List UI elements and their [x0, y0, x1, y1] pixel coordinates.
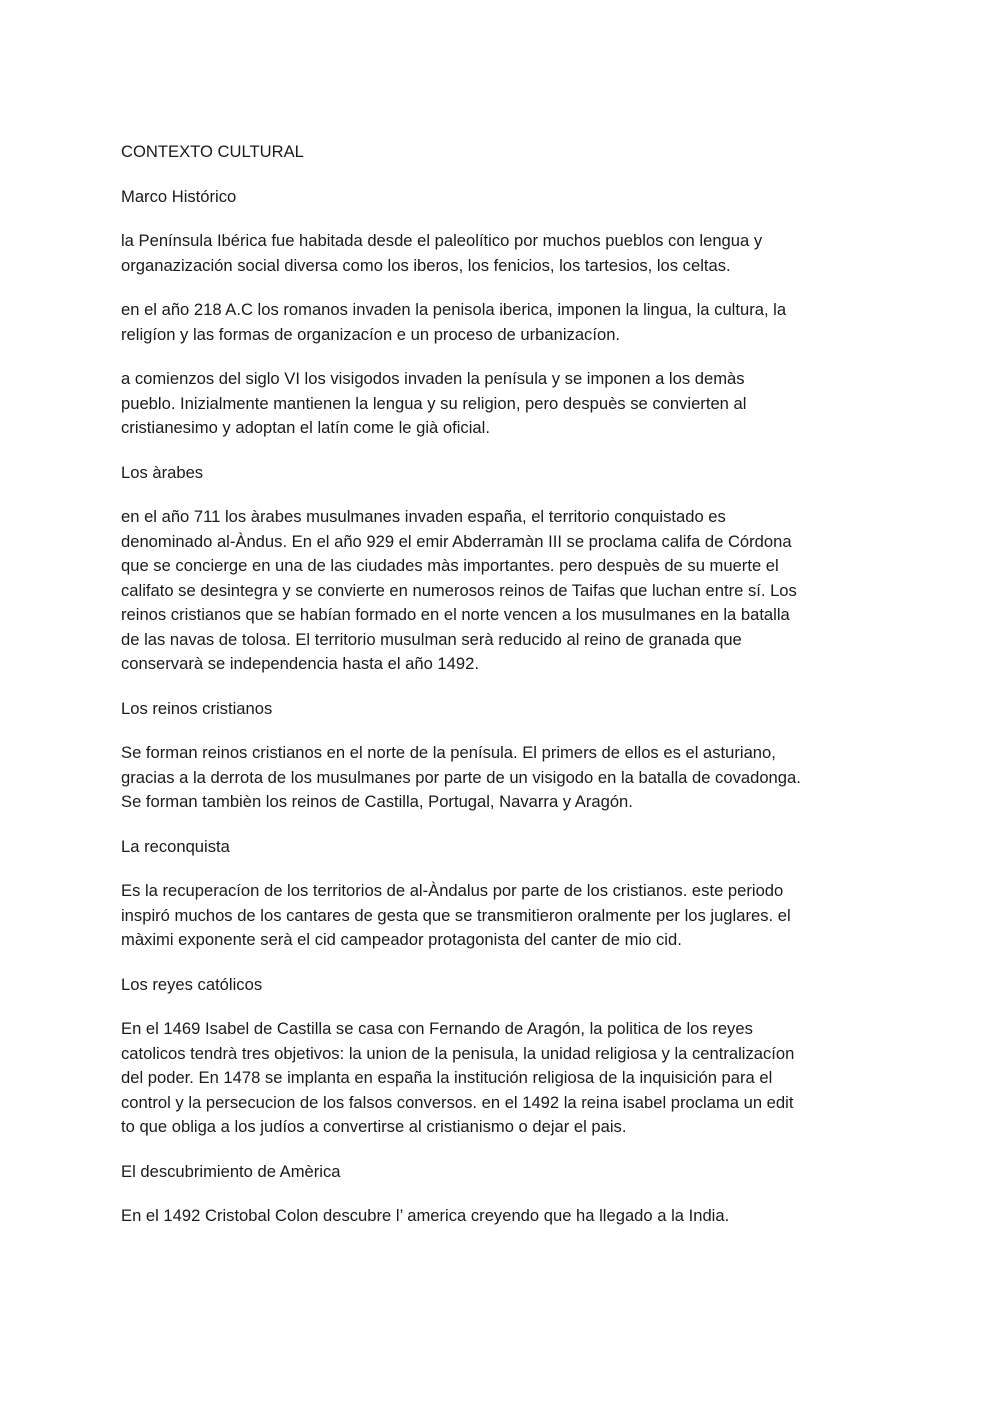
section-heading-los-arabes: Los àrabes [121, 462, 204, 482]
section-heading-descubrimiento-america: El descubrimiento de Amèrica [121, 1161, 341, 1181]
document-body [121, 140, 887, 1249]
paragraph-reinos-cristianos: Se forman reinos cristianos en el norte de la penísula. El primers de ellos es el asturiano, gracias a la derrota de los musulmanes por parte de un visigodo en la batalla de covadonga. Se forman tambièn los reinos de Castilla, Portugal, Navarra y Aragón. [121, 743, 801, 811]
paragraph-visigodos: a comienzos del siglo VI los visigodos invaden la penísula y se imponen a los demàs pueblo. Inizialmente mantienen la lengua y su religion, pero despuès se convierten al cristianesimo y adoptan el latín come le già oficial. [121, 369, 747, 437]
paragraph-arabes: en el año 711 los àrabes musulmanes invaden españa, el territorio conquistado es denominado al-Àndus. En el año 929 el emir Abderramàn III se proclama califa de Córdona que se concierge en una de las ciudades màs importantes. pero despuès de su muerte el califato se desintegra y se convierte en numerosos reinos de Taifas que luchan entre sí. Los reinos cristianos que se habían formado en el norte vencen a los musulmanes en la batalla de las navas de tolosa. El territorio musulman serà reducido al reino de granada que conservarà se independencia hasta el año 1492. [121, 507, 797, 673]
paragraph-peninsula-iberica: la Península Ibérica fue habitada desde el paleolítico por muchos pueblos con lengua y organazización social diversa como los iberos, los fenicios, los tartesios, los celtas. [121, 231, 763, 275]
section-heading-marco-historico: Marco Histórico [121, 186, 237, 206]
paragraph-romanos: en el año 218 A.C los romanos invaden la penisola iberica, imponen la lingua, la cultura, la religíon y las formas de organizacíon e un proceso de urbanizacíon. [121, 300, 787, 344]
document-title: CONTEXTO CULTURAL [121, 142, 304, 161]
paragraph-reyes-catolicos: En el 1469 Isabel de Castilla se casa con Fernando de Aragón, la politica de los reyes catolicos tendrà tres objetivos: la union de la penisula, la unidad religiosa y la centralizacíon del poder. En 1478 se implanta en españa la institución religiosa de la inquisición para el control y la persecucion de los falsos conversos. en el 1492 la reina isabel proclama un edit to que obliga a los judíos a convertirse al cristianismo o dejar el pais. [121, 1019, 795, 1136]
paragraph-descubrimiento-america: En el 1492 Cristobal Colon descubre l’ america creyendo que ha llegado a la India. [121, 1206, 730, 1225]
section-heading-reconquista: La reconquista [121, 836, 230, 856]
section-heading-reinos-cristianos: Los reinos cristianos [121, 698, 273, 718]
paragraph-reconquista: Es la recuperacíon de los territorios de al-Àndalus por parte de los cristianos. este periodo inspiró muchos de los cantares de gesta que se transmitieron oralmente per los juglares. el màximi exponente serà el cid campeador protagonista del canter de mio cid. [121, 881, 791, 949]
section-heading-reyes-catolicos: Los reyes católicos [121, 974, 263, 994]
